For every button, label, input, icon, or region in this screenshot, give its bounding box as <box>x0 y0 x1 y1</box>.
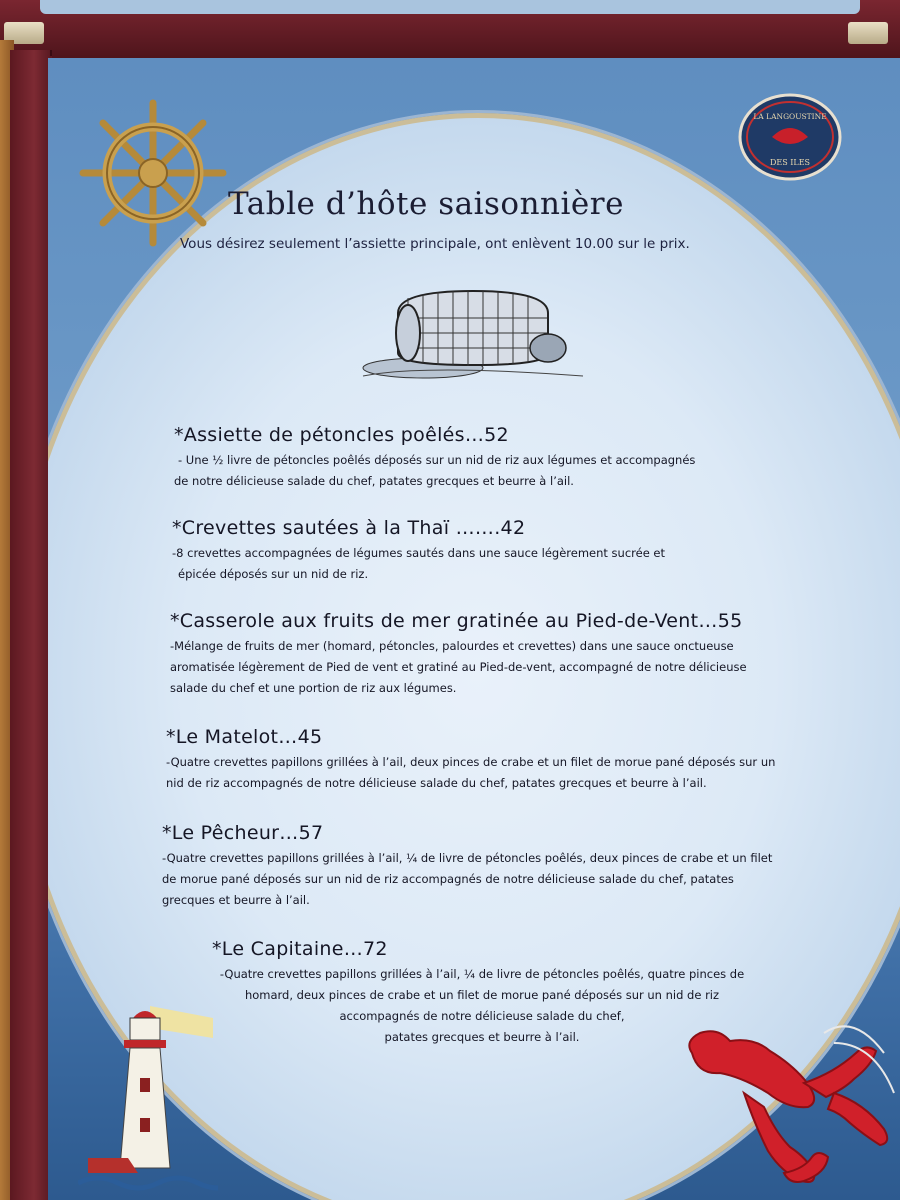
dish-description-line: de morue pané déposés sur un nid de riz accompagnés de notre délicieuse salade du chef, patates <box>162 872 734 886</box>
dish-description <box>162 848 772 911</box>
dish-description-line: aromatisée légèrement de Pied de vent et gratiné au Pied-de-vent, accompagné de notre délicieuse <box>170 660 747 674</box>
dish-description-line: salade du chef et une portion de riz aux légumes. <box>170 681 457 695</box>
dish-description <box>174 450 695 492</box>
page-title: Table d’hôte saisonnière <box>228 186 624 222</box>
dish-description-line: -Quatre crevettes papillons grillées à l’ail, deux pinces de crabe et un filet de morue pané déposés sur un <box>166 755 776 769</box>
dish-description-line: nid de riz accompagnés de notre délicieuse salade du chef, patates grecques et beurre à l’ail. <box>166 776 707 790</box>
dish-name: *Le Capitaine…72 <box>212 938 388 960</box>
ship-wheel-icon <box>78 98 228 248</box>
dish-description <box>170 636 747 699</box>
restaurant-logo <box>738 93 842 181</box>
dish-description <box>166 752 775 794</box>
previous-page-edge <box>40 0 860 14</box>
dish-description-line: épicée déposés sur un nid de riz. <box>178 567 369 581</box>
dish-name: *Le Pêcheur…57 <box>162 822 324 844</box>
page-subtitle: Vous désirez seulement l’assiette principale, ont enlèvent 10.00 sur le prix. <box>180 236 690 252</box>
dish-description-line: -Mélange de fruits de mer (homard, pétoncles, palourdes et crevettes) dans une sauce onctueuse <box>170 639 734 653</box>
dish-description-line: -8 crevettes accompagnées de légumes sautés dans une sauce légèrement sucrée et <box>172 546 666 560</box>
dish-name: *Assiette de pétoncles poêlés…52 <box>174 424 509 446</box>
dish-name: *Crevettes sautées à la Thaï …….42 <box>172 517 526 539</box>
dish-description-line: -Quatre crevettes papillons grillées à l’ail, ¼ de livre de pétoncles poêlés, quatre pinces de <box>219 967 745 981</box>
dish-description-line: -Quatre crevettes papillons grillées à l’ail, ¼ de livre de pétoncles poêlés, deux pinces de crabe et un filet <box>162 851 773 865</box>
logo-text-top: LA LANGOUSTINE <box>753 112 827 121</box>
dish-item-5 <box>162 822 772 911</box>
menu-folder-spine <box>10 50 52 1200</box>
dish-name: *Le Matelot…45 <box>166 726 323 748</box>
lighthouse-illustration <box>78 998 218 1198</box>
dish-description <box>172 543 665 585</box>
dish-description <box>208 964 756 1048</box>
dish-item-1 <box>174 424 695 492</box>
dish-description-line: grecques et beurre à l’ail. <box>162 893 310 907</box>
dish-description-line: homard, deux pinces de crabe et un filet de morue pané déposés sur un nid de riz <box>244 988 720 1002</box>
lobster-illustration <box>684 1023 900 1200</box>
menu-folder-top <box>0 0 900 62</box>
logo-text-bottom: DES ILES <box>769 158 811 167</box>
dish-description-line: patates grecques et beurre à l’ail. <box>384 1030 580 1044</box>
dish-item-2 <box>172 517 665 585</box>
dish-description-line: de notre délicieuse salade du chef, patates grecques et beurre à l’ail. <box>174 474 574 488</box>
folder-clip <box>848 22 888 44</box>
dish-description-line: - Une ½ livre de pétoncles poêlés déposés sur un nid de riz aux légumes et accompagnés <box>178 453 696 467</box>
dish-description-line: accompagnés de notre délicieuse salade du chef, <box>339 1009 625 1023</box>
lobster-trap-illustration <box>353 288 593 388</box>
dish-item-6 <box>208 938 756 1048</box>
menu-page <box>48 58 900 1200</box>
dish-name: *Casserole aux fruits de mer gratinée au Pied-de-Vent…55 <box>170 610 743 632</box>
dish-item-4 <box>166 726 775 794</box>
dish-item-3 <box>170 610 747 699</box>
